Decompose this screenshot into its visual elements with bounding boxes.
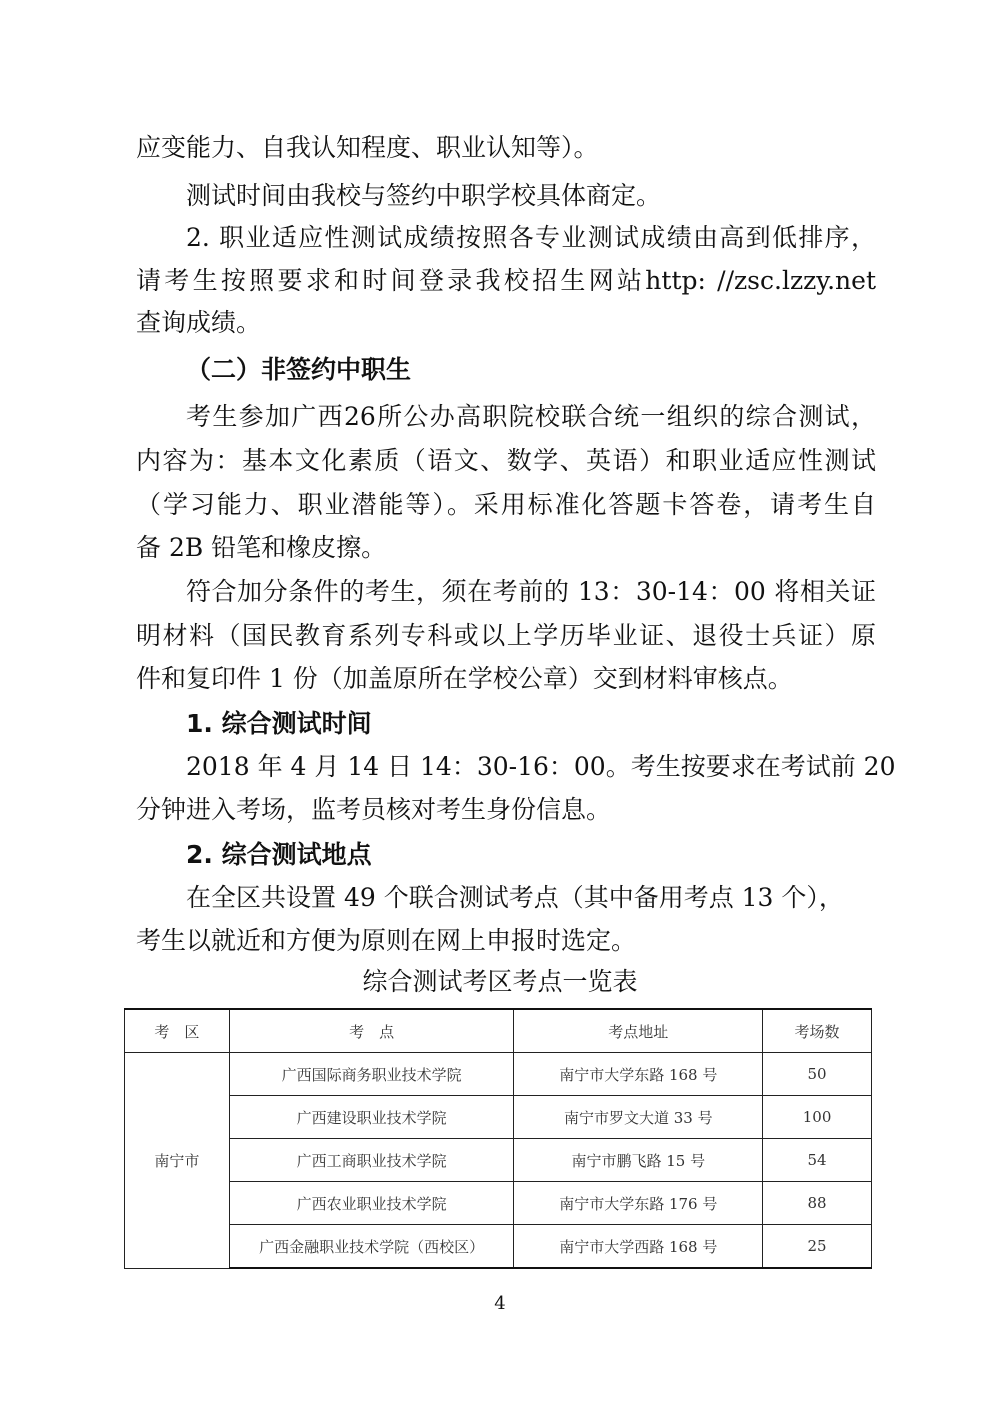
table-row xyxy=(125,1139,872,1182)
address-cell: 南宁市大学西路 168 号 xyxy=(514,1225,763,1269)
rooms-cell: 25 xyxy=(763,1225,872,1269)
paragraph-line: 2018 年 4 月 14 日 14：30-16：00。考生按要求在考试前 20 xyxy=(186,752,896,781)
paragraph-line: 分钟进入考场，监考员核对考生身份信息。 xyxy=(136,795,612,824)
site-cell: 广西农业职业技术学院 xyxy=(229,1182,514,1225)
region-cell: 南宁市 xyxy=(125,1053,230,1269)
table-row xyxy=(125,1182,872,1225)
subsection-heading: 2. 综合测试地点 xyxy=(186,840,372,869)
site-cell: 广西金融职业技术学院（西校区） xyxy=(229,1225,514,1269)
table-caption: 综合测试考区考点一览表 xyxy=(362,967,638,996)
address-cell: 南宁市大学东路 176 号 xyxy=(514,1182,763,1225)
paragraph-line: （学习能力、职业潜能等）。采用标准化答题卡答卷，请考生自 xyxy=(136,490,876,519)
header-address: 考点地址 xyxy=(514,1009,763,1053)
paragraph-line: 考生以就近和方便为原则在网上申报时选定。 xyxy=(136,926,637,955)
address-cell: 南宁市大学东路 168 号 xyxy=(514,1053,763,1096)
table-header-row xyxy=(125,1009,872,1053)
site-cell: 广西建设职业技术学院 xyxy=(229,1096,514,1139)
rooms-cell: 50 xyxy=(763,1053,872,1096)
address-cell: 南宁市罗文大道 33 号 xyxy=(514,1096,763,1139)
header-site: 考 点 xyxy=(229,1009,514,1053)
paragraph-line: 内容为：基本文化素质（语文、数学、英语）和职业适应性测试 xyxy=(136,446,876,475)
paragraph-line: 查询成绩。 xyxy=(136,308,262,337)
paragraph-line: 在全区共设置 49 个联合测试考点（其中备用考点 13 个）， xyxy=(186,883,844,912)
exam-site-table xyxy=(124,1008,872,1269)
paragraph-line: 件和复印件 1 份（加盖原所在学校公章）交到材料审核点。 xyxy=(136,664,793,693)
address-cell: 南宁市鹏飞路 15 号 xyxy=(514,1139,763,1182)
table-row xyxy=(125,1096,872,1139)
paragraph-line: 符合加分条件的考生，须在考前的 13：30-14：00 将相关证 xyxy=(186,577,876,606)
paragraph-line: 考生参加广西26所公办高职院校联合统一组织的综合测试， xyxy=(186,402,876,431)
paragraph-line: 请考生按照要求和时间登录我校招生网站http: //zsc.lzzy.net xyxy=(136,266,876,295)
page-number: 4 xyxy=(494,1293,506,1314)
rooms-cell: 54 xyxy=(763,1139,872,1182)
header-region: 考 区 xyxy=(125,1009,230,1053)
rooms-cell: 100 xyxy=(763,1096,872,1139)
table-row xyxy=(125,1053,872,1096)
section-heading: （二）非签约中职生 xyxy=(186,355,412,384)
rooms-cell: 88 xyxy=(763,1182,872,1225)
subsection-heading: 1. 综合测试时间 xyxy=(186,709,372,738)
paragraph-line: 备 2B 铅笔和橡皮擦。 xyxy=(136,533,387,562)
paragraph-line: 测试时间由我校与签约中职学校具体商定。 xyxy=(186,181,662,210)
site-cell: 广西国际商务职业技术学院 xyxy=(229,1053,514,1096)
site-cell: 广西工商职业技术学院 xyxy=(229,1139,514,1182)
table-row xyxy=(125,1225,872,1269)
paragraph-line: 明材料（国民教育系列专科或以上学历毕业证、退役士兵证）原 xyxy=(136,621,876,650)
paragraph-line: 应变能力、自我认知程度、职业认知等）。 xyxy=(136,133,599,162)
paragraph-line: 2. 职业适应性测试成绩按照各专业测试成绩由高到低排序， xyxy=(186,223,876,252)
header-rooms: 考场数 xyxy=(763,1009,872,1053)
